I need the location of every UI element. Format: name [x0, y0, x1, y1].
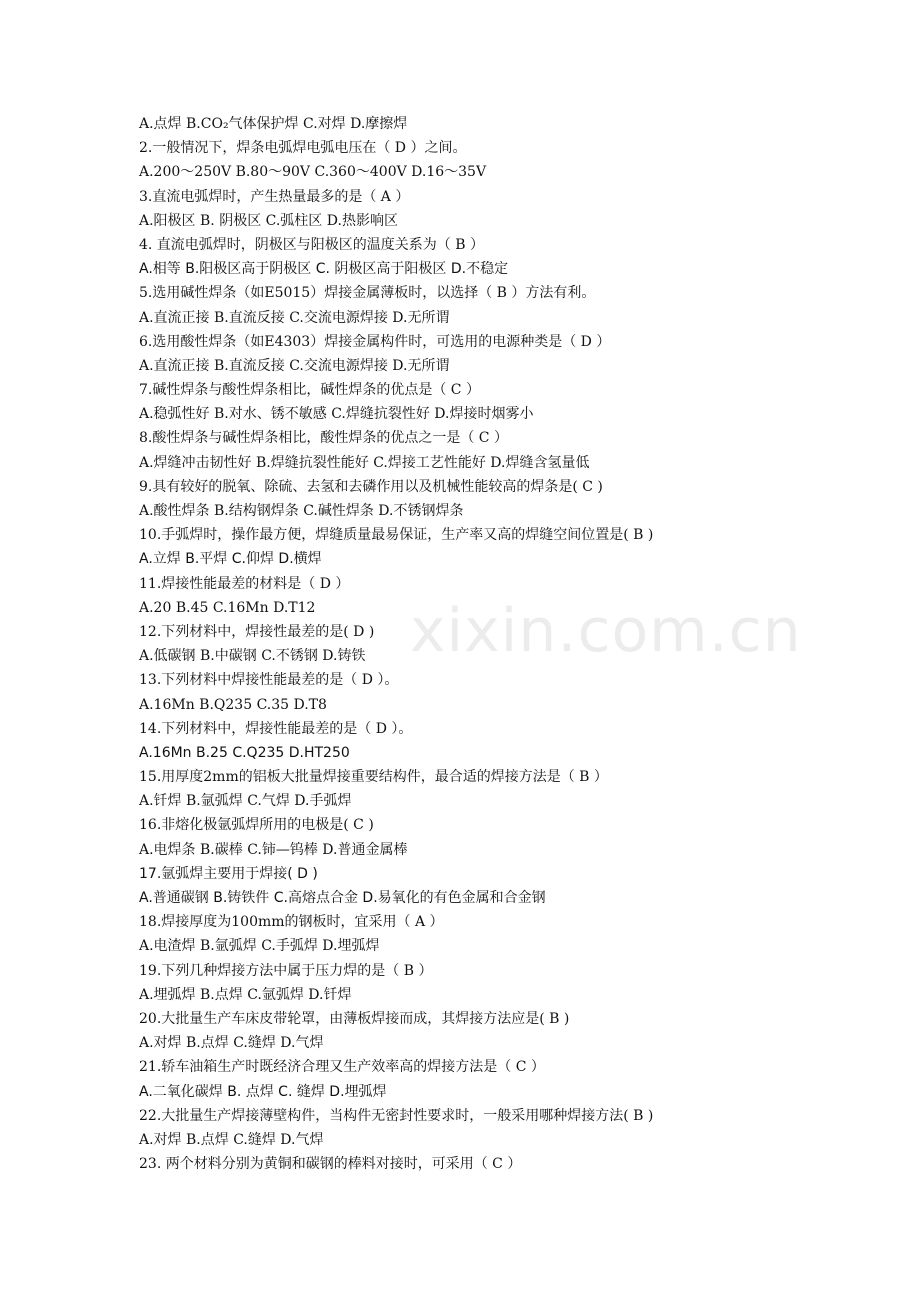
text-line: 4. 直流电弧焊时，阴极区与阳极区的温度关系为（ B ） [139, 236, 484, 253]
text-line: 7.碱性焊条与酸性焊条相比，碱性焊条的优点是（ C ） [139, 382, 480, 399]
text-line: A.稳弧性好 B.对水、锈不敏感 C.焊缝抗裂性好 D.焊接时烟雾小 [139, 406, 534, 423]
text-line: A.对焊 B.点焊 C.缝焊 D.气焊 [139, 1035, 324, 1052]
text-line: A.钎焊 B.氩弧焊 C.气焊 D.手弧焊 [139, 793, 352, 810]
text-line: 2.一般情况下，焊条电弧焊电弧电压在（ D ）之间。 [139, 140, 467, 157]
text-line: A.埋弧焊 B.点焊 C.氩弧焊 D.钎焊 [139, 986, 352, 1003]
text-line: 21.轿车油箱生产时既经济合理又生产效率高的焊接方法是（ C ） [139, 1059, 545, 1076]
text-line: 12.下列材料中，焊接性最差的是( D ) [139, 623, 375, 640]
text-line: A.相等 B.阳极区高于阴极区 C. 阴极区高于阳极区 D.不稳定 [139, 261, 509, 278]
question-list [139, 112, 859, 1176]
text-line: 19.下列几种焊接方法中属于压力焊的是（ B ） [139, 962, 433, 979]
text-line: A.电渣焊 B.氩弧焊 C.手弧焊 D.埋弧焊 [139, 938, 380, 955]
text-line: A.电焊条 B.碳棒 C.铈—钨棒 D.普通金属棒 [139, 841, 408, 858]
text-line: A.16Mn B.25 C.Q235 D.HT250 [139, 744, 350, 761]
text-line: 8.酸性焊条与碱性焊条相比，酸性焊条的优点之一是（ C ） [139, 430, 508, 447]
text-line: 10.手弧焊时，操作最方便，焊缝质量最易保证，生产率又高的焊缝空间位置是( B ) [139, 527, 654, 544]
watermark: xixin.com.cn [410, 596, 802, 666]
text-line: A.立焊 B.平焊 C.仰焊 D.横焊 [139, 551, 322, 568]
text-line: 3.直流电弧焊时，产生热量最多的是（ A ） [139, 188, 410, 205]
text-line: 11.焊接性能最差的材料是（ D ） [139, 575, 350, 592]
text-line: A.直流正接 B.直流反接 C.交流电源焊接 D.无所谓 [139, 309, 450, 326]
text-line: A.阳极区 B. 阴极区 C.弧柱区 D.热影响区 [139, 212, 398, 229]
text-line: 20.大批量生产车床皮带轮罩，由薄板焊接而成，其焊接方法应是( B ) [139, 1010, 570, 1027]
text-line: 13.下列材料中焊接性能最差的是（ D ）。 [139, 672, 399, 689]
text-line: 18.焊接厚度为100mm的钢板时，宜采用（ A ） [139, 914, 444, 931]
text-line: 14.下列材料中，焊接性能最差的是（ D ）。 [139, 720, 413, 737]
text-line: A.低碳钢 B.中碳钢 C.不锈钢 D.铸铁 [139, 648, 366, 665]
text-line: A.对焊 B.点焊 C.缝焊 D.气焊 [139, 1131, 324, 1148]
text-line: 9.具有较好的脱氧、除硫、去氢和去磷作用以及机械性能较高的焊条是( C ) [139, 478, 603, 495]
text-line: 15.用厚度2mm的铝板大批量焊接重要结构件，最合适的焊接方法是（ B ） [139, 769, 608, 786]
text-line: A.普通碳钢 B.铸铁件 C.高熔点合金 D.易氧化的有色金属和合金钢 [139, 890, 546, 906]
text-line: A.直流正接 B.直流反接 C.交流电源焊接 D.无所谓 [139, 357, 450, 374]
text-line: A.二氧化碳焊 B. 点焊 C. 缝焊 D.埋弧焊 [139, 1083, 387, 1100]
text-line: 6.选用酸性焊条（如E4303）焊接金属构件时，可选用的电源种类是（ D ） [139, 333, 611, 350]
text-line: A.焊缝冲击韧性好 B.焊缝抗裂性能好 C.焊接工艺性能好 D.焊缝含氢量低 [139, 454, 590, 471]
text-line: 23. 两个材料分别为黄铜和碳钢的棒料对接时，可采用（ C ） [139, 1156, 522, 1173]
text-line: A.酸性焊条 B.结构钢焊条 C.碱性焊条 D.不锈钢焊条 [139, 503, 464, 519]
text-line: A.16Mn B.Q235 C.35 D.T8 [139, 696, 327, 713]
text-line: A.200～250V B.80～90V C.360～400V D.16～35V [139, 164, 487, 181]
text-line: 5.选用碱性焊条（如E5015）焊接金属薄板时，以选择（ B ）方法有利。 [139, 285, 596, 302]
text-line: 22.大批量生产焊接薄壁构件，当构件无密封性要求时，一般采用哪种焊接方法( B ) [139, 1107, 654, 1124]
text-line: 17.氩弧焊主要用于焊接( D ) [139, 865, 318, 882]
text-line: A.点焊 B.CO₂气体保护焊 C.对焊 D.摩擦焊 [139, 116, 408, 132]
text-line: 16.非熔化极氩弧焊所用的电极是( C ) [139, 817, 374, 834]
text-line: A.20 B.45 C.16Mn D.T12 [139, 599, 316, 616]
